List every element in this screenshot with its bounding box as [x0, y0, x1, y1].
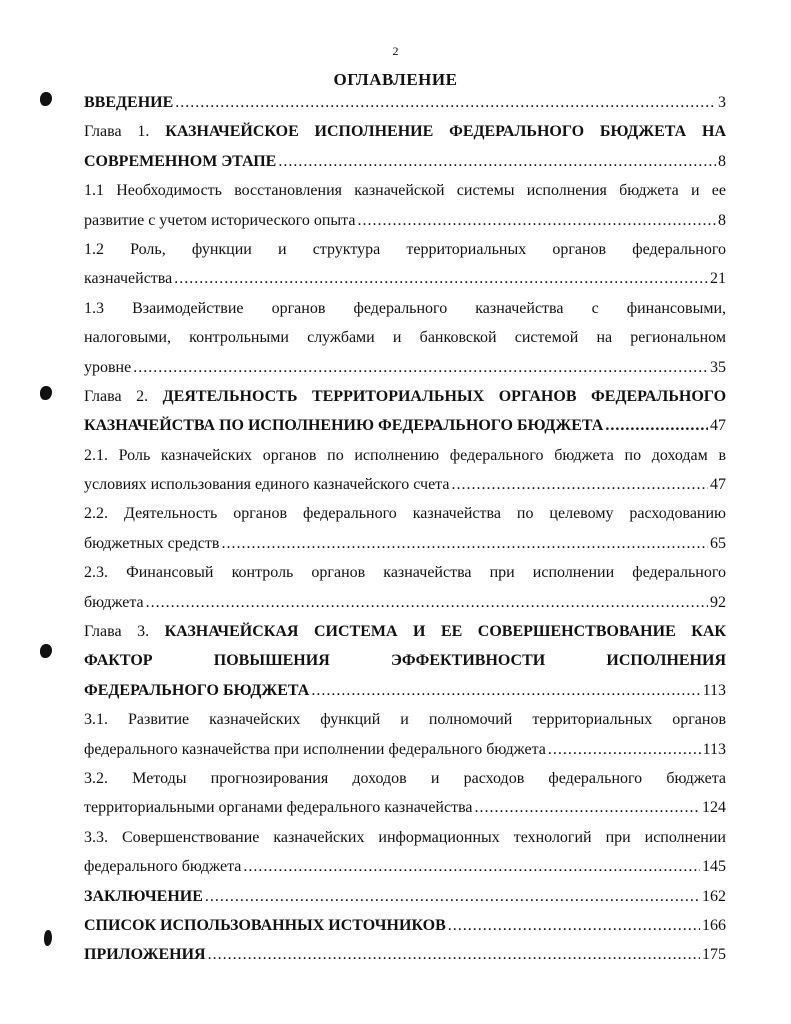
toc-entry-sources[interactable]: СПИСОК ИСПОЛЬЗОВАННЫХ ИСТОЧНИКОВ ..... 166 [84, 911, 726, 940]
scan-mark [40, 644, 52, 658]
toc-entry-section-1-2[interactable]: 1.2 Роль, функции и структура территориальных органов федерального казначейства ..... 21 [84, 235, 726, 294]
scan-mark [40, 92, 52, 106]
toc-entry-chapter-1[interactable]: Глава 1. КАЗНАЧЕЙСКОЕ ИСПОЛНЕНИЕ ФЕДЕРАЛЬНОГО БЮДЖЕТА НА СОВРЕМЕННОМ ЭТАПЕ ..... 8 [84, 117, 726, 176]
scan-mark [44, 930, 52, 946]
toc-entry-section-1-1[interactable]: 1.1 Необходимость восстановления казначейской системы исполнения бюджета и ее развитие с учетом исторического опыта ..... 8 [84, 176, 726, 235]
toc-entry-section-2-2[interactable]: 2.2. Деятельность органов федерального казначейства по целевому расходованию бюджетных средств ..... 65 [84, 499, 726, 558]
toc-entry-section-3-2[interactable]: 3.2. Методы прогнозирования доходов и расходов федерального бюджета территориальными органами федерального казначейства ..... 124 [84, 764, 726, 823]
toc-entry-appendix[interactable]: ПРИЛОЖЕНИЯ ..... 175 [84, 940, 726, 969]
toc-entry-section-2-3[interactable]: 2.3. Финансовый контроль органов казначейства при исполнении федерального бюджета ..... 92 [84, 558, 726, 617]
toc-entry-conclusion[interactable]: ЗАКЛЮЧЕНИЕ ..... 162 [84, 882, 726, 911]
toc-entry-section-1-3[interactable]: 1.3 Взаимодействие органов федерального казначейства с финансовыми, налоговыми, контрольными службами и банковской системой на региональном уровне ..... 35 [84, 294, 726, 382]
toc-entry-section-2-1[interactable]: 2.1. Роль казначейских органов по исполнению федерального бюджета по доходам в условиях использования единого казначейского счета ..... 47 [84, 441, 726, 500]
scan-mark [40, 386, 52, 400]
toc-entry-section-3-1[interactable]: 3.1. Развитие казначейских функций и полномочий территориальных органов федерального казначейства при исполнении федерального бюджета ..... 113 [84, 705, 726, 764]
toc-entry-intro[interactable]: ВВЕДЕНИЕ ..... 3 [84, 88, 726, 117]
toc-entry-section-3-3[interactable]: 3.3. Совершенствование казначейских информационных технологий при исполнении федерального бюджета ..... 145 [84, 823, 726, 882]
page-title: ОГЛАВЛЕНИЕ [333, 70, 458, 89]
toc-entry-chapter-2[interactable]: Глава 2. ДЕЯТЕЛЬНОСТЬ ТЕРРИТОРИАЛЬНЫХ ОРГАНОВ ФЕДЕРАЛЬНОГО КАЗНАЧЕЙСТВА ПО ИСПОЛНЕНИЮ ФЕДЕРАЛЬНОГО БЮДЖЕТА ..... 47 [84, 382, 726, 441]
toc-entry-chapter-3[interactable]: Глава 3. КАЗНАЧЕЙСКАЯ СИСТЕМА И ЕЕ СОВЕРШЕНСТВОВАНИЕ КАК ФАКТОР ПОВЫШЕНИЯ ЭФФЕКТИВНОСТИ ИСПОЛНЕНИЯ ФЕДЕРАЛЬНОГО БЮДЖЕТА ..... 113 [84, 617, 726, 705]
page-number: 2 [392, 44, 399, 58]
table-of-contents [84, 88, 726, 970]
